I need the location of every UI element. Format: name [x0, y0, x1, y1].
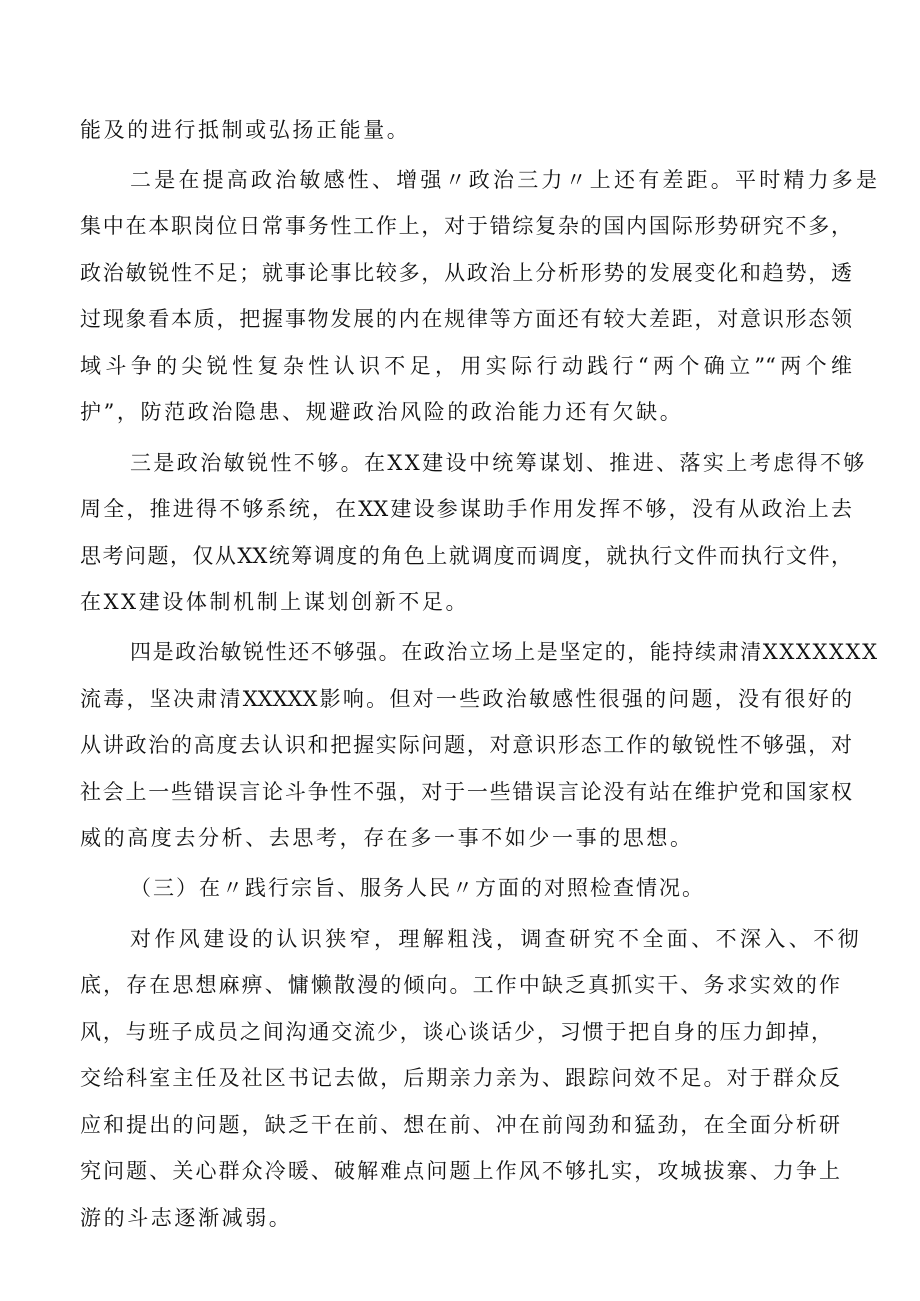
text-line: 二是在提高政治敏感性、增强〃政治三力〃上还有差距。平时精力多是	[130, 168, 881, 192]
text-line: 思考问题，仅从XX统筹调度的角色上就调度而调度，就执行文件而执行文件，	[80, 544, 852, 568]
text-line: 游的斗志逐渐减弱。	[80, 1206, 293, 1230]
text-line: 风，与班子成员之间沟通交流少，谈心谈话少，习惯于把自身的压力卸掉，	[80, 1020, 832, 1044]
text-line: 究问题、关心群众冷暖、破解难点问题上作风不够扎实，攻城拔寨、力争上	[80, 1159, 840, 1183]
text-line: 在XX建设体制机制上谋划创新不足。	[80, 590, 470, 614]
text-line: 过现象看本质，把握事物发展的内在规律等方面还有较大差距，对意识形态领	[80, 307, 852, 331]
text-line: 流毒，坚决肃清XXXXX影响。但对一些政治敏感性很强的问题，没有很好的	[80, 687, 852, 711]
text-line: 四是政治敏锐性还不够强。在政治立场上是坚定的，能持续肃清XXXXXXX	[130, 640, 879, 664]
text-line: 交给科室主任及社区书记去做，后期亲力亲为、跟踪问效不足。对于群众反	[80, 1066, 840, 1090]
text-line: 三是政治敏锐性不够。在XX建设中统筹谋划、推进、落实上考虑得不够	[130, 451, 867, 475]
section-heading: （三）在〃践行宗旨、服务人民〃方面的对照检查情况。	[130, 876, 705, 900]
text-line: 底，存在思想麻痹、慵懒散漫的倾向。工作中缺乏真抓实干、务求实效的作	[80, 973, 840, 997]
text-line: 集中在本职岗位日常事务性工作上，对于错综复杂的国内国际形势研究不多，	[80, 214, 852, 238]
text-line: 护”，防范政治隐患、规避政治风险的政治能力还有欠缺。	[80, 400, 684, 424]
text-line: 社会上一些错误言论斗争性不强，对于一些错误言论没有站在维护党和国家权	[80, 780, 852, 804]
text-line: 应和提出的问题，缺乏干在前、想在前、冲在前闯劲和猛劲，在全面分析研	[80, 1113, 840, 1137]
text-line: 域斗争的尖锐性复杂性认识不足，用实际行动践行“两个确立”“两个维	[80, 354, 852, 378]
text-line: 对作风建设的认识狭窄，理解粗浅，调查研究不全面、不深入、不彻	[130, 927, 862, 951]
text-line: 威的高度去分析、去思考，存在多一事不如少一事的思想。	[80, 826, 694, 850]
text-line: 从讲政治的高度去认识和把握实际问题，对意识形态工作的敏锐性不够强，对	[80, 733, 852, 757]
text-line: 能及的进行抵制或弘扬正能量。	[80, 118, 411, 142]
text-line: 政治敏锐性不足；就事论事比较多，从政治上分析形势的发展变化和趋势，透	[80, 261, 852, 285]
text-line: 周全，推进得不够系统，在XX建设参谋助手作用发挥不够，没有从政治上去	[80, 497, 852, 521]
